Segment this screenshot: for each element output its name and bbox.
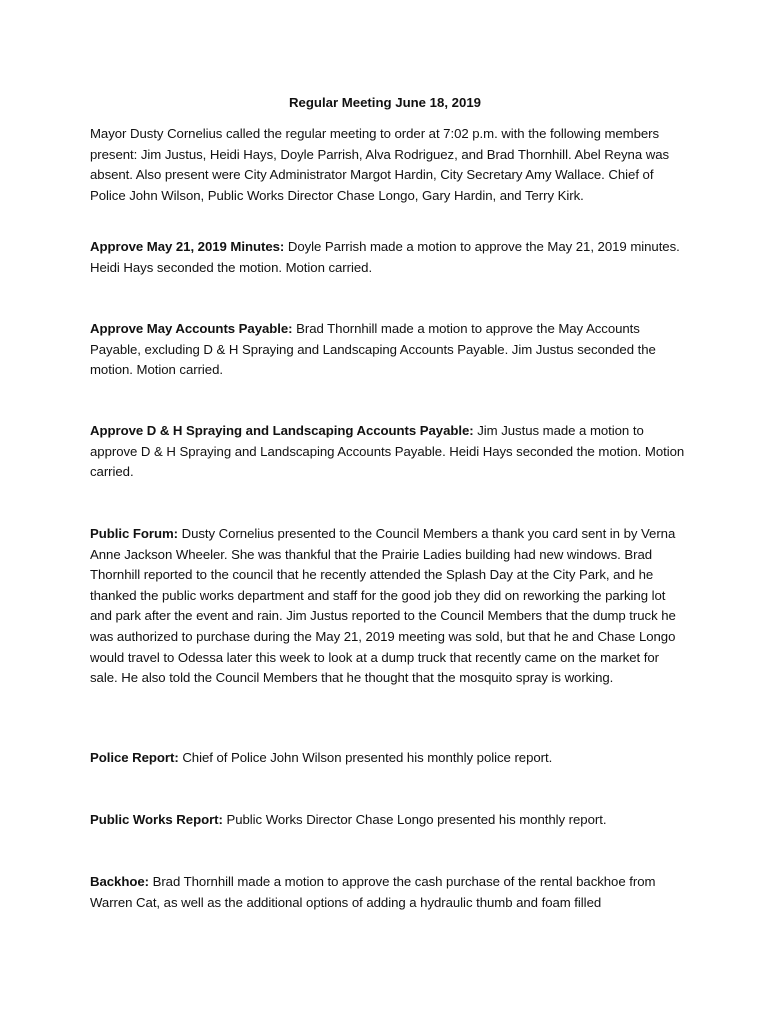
paragraph-text: Brad Thornhill made a motion to approve the May Accounts Payable, excluding D & H Spraying and Landscaping Accounts Payable. Jim Justus seconded the motion. Motion carried. [90, 321, 656, 378]
paragraph-heading: Approve D & H Spraying and Landscaping Accounts Payable: [90, 423, 474, 438]
paragraph-heading: Backhoe: [90, 874, 149, 889]
paragraph-text: Dusty Cornelius presented to the Council Members a thank you card sent in by Verna Anne Jackson Wheeler. She was thankful that the Prairie Ladies building had new windows. Brad Thornhill reported to the council that he recently attended the Splash Day at the City Park, and he thanked the public works department and staff for the good job they did on reworking the parking lot and park after the event and rain. Jim Justus reported to the Council Members that the dump truck he was authorized to purchase during the May 21, 2019 meeting was sold, but that he and Chase Longo would travel to Odessa later this week to look at a dump truck that recently came on the market for sale. He also told the Council Members that he thought that the mosquito spray is working. [90, 526, 676, 686]
paragraph-text: Public Works Director Chase Longo presented his monthly report. [222, 812, 607, 827]
public-forum-paragraph [90, 524, 690, 689]
accounts-payable-paragraph [90, 319, 690, 381]
paragraph-text: Mayor Dusty Cornelius called the regular meeting to order at 7:02 p.m. with the following members present: Jim Justus, Heidi Hays, Doyle Parrish, Alva Rodriguez, and Brad Thornhill. Abel Reyna was absent. Also present were City Administrator Margot Hardin, City Secretary Amy Wallace. Chief of Police John Wilson, Public Works Director Chase Longo, Gary Hardin, and Terry Kirk. [90, 126, 670, 203]
police-report-paragraph [90, 748, 690, 769]
paragraph-heading: Approve May 21, 2019 Minutes: [90, 239, 285, 254]
paragraph-text: Brad Thornhill made a motion to approve the cash purchase of the rental backhoe from Warren Cat, as well as the additional options of adding a hydraulic thumb and foam filled [90, 874, 656, 910]
paragraph-heading: Police Report: [90, 750, 179, 765]
attendance-paragraph [90, 124, 690, 206]
paragraph-heading: Public Forum: [90, 526, 178, 541]
paragraph-heading: Approve May Accounts Payable: [90, 321, 293, 336]
paragraph-text: Chief of Police John Wilson presented his monthly police report. [178, 750, 553, 765]
public-works-report-paragraph [90, 810, 690, 831]
page-title: Regular Meeting June 18, 2019 [288, 95, 482, 110]
paragraph-heading: Public Works Report: [90, 812, 223, 827]
paragraph-text: Jim Justus made a motion to approve D & H Spraying and Landscaping Accounts Payable. Heidi Hays seconded the motion. Motion carried. [90, 423, 685, 480]
backhoe-paragraph [90, 872, 690, 913]
dh-spraying-paragraph [90, 421, 690, 483]
paragraph-text: Doyle Parrish made a motion to approve the May 21, 2019 minutes. Heidi Hays seconded the motion. Motion carried. [90, 239, 680, 275]
minutes-approval-paragraph [90, 237, 690, 278]
